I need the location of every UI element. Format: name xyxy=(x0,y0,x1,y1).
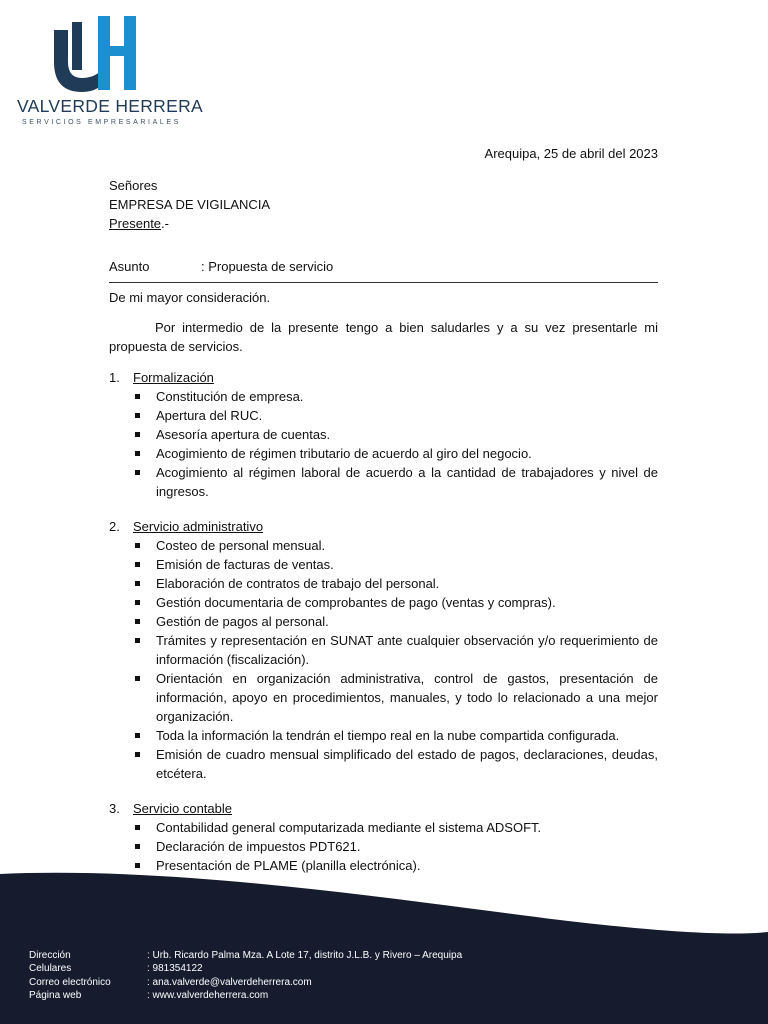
contact-row-phone xyxy=(29,962,462,975)
section-items xyxy=(132,387,658,501)
recipient-presente xyxy=(109,214,658,233)
section-formalizacion xyxy=(109,368,658,501)
presente-text: Presente xyxy=(109,216,162,231)
list-item: Apertura del RUC. xyxy=(132,406,658,425)
brand-tagline: SERVICIOS EMPRESARIALES xyxy=(22,119,181,126)
contact-value: : Urb. Ricardo Palma Mza. A Lote 17, distrito J.L.B. y Rivero – Arequipa xyxy=(147,950,463,961)
list-item: Gestión de pagos al personal. xyxy=(132,612,658,631)
contact-row-email xyxy=(29,976,462,989)
contact-row-address xyxy=(29,949,462,962)
subject-value: : Propuesta de servicio xyxy=(201,259,334,274)
footer-contact-list xyxy=(29,949,462,1003)
presente-suffix: .- xyxy=(161,216,169,231)
section-name: Servicio administrativo xyxy=(133,519,264,534)
list-item: Costeo de personal mensual. xyxy=(132,536,658,555)
section-name: Formalización xyxy=(133,370,214,385)
list-item: Emisión de cuadro mensual simplificado del estado de pagos, declaraciones, deudas, etcétera. xyxy=(132,745,658,783)
contact-value: : 981354122 xyxy=(147,963,203,975)
section-number: 3. xyxy=(109,801,120,816)
list-item: Toda la información la tendrán el tiempo real en la nube compartida configurada. xyxy=(132,726,658,745)
list-item: Asesoría apertura de cuentas. xyxy=(132,425,658,444)
contact-label: Página web xyxy=(29,990,82,1002)
contact-value: : ana.valverde@valverdeherrera.com xyxy=(147,976,312,988)
list-item: Gestión documentaria de comprobantes de pago (ventas y compras). xyxy=(132,593,658,612)
list-item: Elaboración de contratos de trabajo del personal. xyxy=(132,574,658,593)
section-number: 1. xyxy=(109,370,120,385)
section-servicio-administrativo xyxy=(109,517,658,783)
letter-date: Arequipa, 25 de abril del 2023 xyxy=(484,146,658,161)
section-name: Servicio contable xyxy=(133,801,232,816)
contact-label: Correo electrónico xyxy=(29,976,111,988)
section-title xyxy=(109,517,658,536)
list-item: Presentación de PLAME (planilla electrónica). xyxy=(132,856,658,875)
vh-monogram-icon xyxy=(52,14,152,94)
recipient-company: EMPRESA DE VIGILANCIA xyxy=(109,197,271,212)
subject-divider xyxy=(109,282,658,283)
contact-label: Celulares xyxy=(29,963,72,975)
recipient-salutation: Señores xyxy=(109,178,158,193)
intro-paragraph: Por intermedio de la presente tengo a bien saludarles y a su vez presentarle mi propuesta de servicios. xyxy=(109,320,658,354)
greeting: De mi mayor consideración. xyxy=(109,290,271,305)
list-item: Acogimiento al régimen laboral de acuerdo a la cantidad de trabajadores y nivel de ingresos. xyxy=(132,463,658,501)
list-item: Contabilidad general computarizada mediante el sistema ADSOFT. xyxy=(132,818,658,837)
list-item: Orientación en organización administrativa, control de gastos, presentación de información, apoyo en procedimientos, manuales, y todo lo relacionado a una mejor organización. xyxy=(132,669,658,726)
list-item: Declaración de impuestos PDT621. xyxy=(132,837,658,856)
company-logo xyxy=(14,12,204,132)
list-item: Constitución de empresa. xyxy=(132,387,658,406)
subject-line xyxy=(109,257,658,276)
contact-row-website xyxy=(29,989,462,1002)
section-number: 2. xyxy=(109,519,120,534)
section-title xyxy=(109,799,658,818)
section-items xyxy=(132,536,658,783)
brand-name: VALVERDE HERRERA xyxy=(17,96,204,116)
subject-label: Asunto xyxy=(109,259,150,274)
contact-label: Dirección xyxy=(29,950,71,961)
list-item: Acogimiento de régimen tributario de acuerdo al giro del negocio. xyxy=(132,444,658,463)
contact-value: : www.valverdeherrera.com xyxy=(147,990,269,1002)
list-item: Trámites y representación en SUNAT ante cualquier observación y/o requerimiento de información (fiscalización). xyxy=(132,631,658,669)
section-title xyxy=(109,368,658,387)
list-item: Emisión de facturas de ventas. xyxy=(132,555,658,574)
recipient-block xyxy=(109,176,658,233)
